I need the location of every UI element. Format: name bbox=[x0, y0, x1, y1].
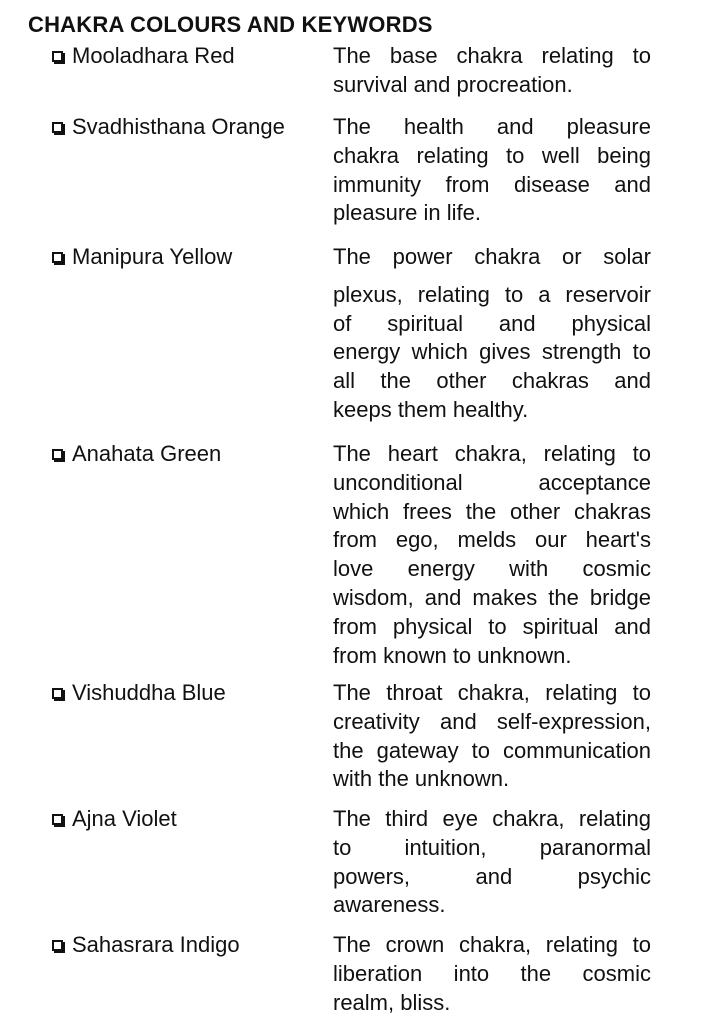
description-line: liberation into the cosmic bbox=[333, 960, 651, 986]
chakra-name bbox=[52, 113, 285, 141]
description-line: powers, and psychic bbox=[333, 863, 651, 889]
chakra-description bbox=[333, 679, 651, 794]
description-line: all the other chakras and bbox=[333, 368, 651, 394]
description-line: to intuition, paranormal bbox=[333, 834, 651, 860]
description-line: energy which gives strength to bbox=[333, 339, 651, 365]
chakra-name-label: Svadhisthana Orange bbox=[72, 114, 285, 139]
description-line: with the unknown. bbox=[333, 766, 510, 792]
chakra-name-label: Sahasrara Indigo bbox=[72, 932, 240, 957]
chakra-description bbox=[333, 243, 651, 425]
description-line: from physical to spiritual and bbox=[333, 613, 651, 639]
description-line: creativity and self-expression, bbox=[333, 708, 651, 734]
chakra-name bbox=[52, 931, 240, 959]
description-line: immunity from disease and bbox=[333, 171, 651, 197]
checkbox-bullet-icon bbox=[52, 688, 63, 699]
description-line: chakra relating to well being bbox=[333, 142, 651, 168]
description-line: from known to unknown. bbox=[333, 642, 572, 668]
description-line: pleasure in life. bbox=[333, 200, 481, 226]
checkbox-bullet-icon bbox=[52, 814, 63, 825]
description-line: realm, bliss. bbox=[333, 989, 451, 1015]
chakra-name-label: Mooladhara Red bbox=[72, 43, 235, 68]
description-line: love energy with cosmic bbox=[333, 556, 651, 582]
checkbox-bullet-icon bbox=[52, 449, 63, 460]
chakra-description bbox=[333, 440, 651, 670]
description-line: The health and pleasure bbox=[333, 114, 651, 139]
chakra-description bbox=[333, 931, 651, 1017]
description-line: of spiritual and physical bbox=[333, 310, 651, 336]
chakra-name-label: Ajna Violet bbox=[72, 806, 177, 831]
description-line: awareness. bbox=[333, 892, 446, 918]
description-line: survival and procreation. bbox=[333, 71, 573, 97]
chakra-name-label: Manipura Yellow bbox=[72, 244, 233, 269]
description-line: from ego, melds our heart's bbox=[333, 527, 651, 553]
checkbox-bullet-icon bbox=[52, 51, 63, 62]
description-line: unconditional acceptance bbox=[333, 469, 651, 495]
checkbox-bullet-icon bbox=[52, 122, 63, 133]
chakra-description bbox=[333, 113, 651, 228]
description-line: The throat chakra, relating to bbox=[333, 680, 651, 705]
description-line: plexus, relating to a reservoir bbox=[333, 281, 651, 307]
chakra-name bbox=[52, 805, 177, 833]
chakra-name bbox=[52, 440, 221, 468]
chakra-name-label: Anahata Green bbox=[72, 441, 222, 466]
checkbox-bullet-icon bbox=[52, 940, 63, 951]
page-title: CHAKRA COLOURS AND KEYWORDS bbox=[28, 12, 433, 37]
chakra-name bbox=[52, 679, 226, 707]
chakra-name bbox=[52, 243, 232, 271]
description-line: keeps them healthy. bbox=[333, 396, 529, 422]
chakra-name bbox=[52, 42, 235, 70]
chakra-description bbox=[333, 42, 651, 100]
checkbox-bullet-icon bbox=[52, 252, 63, 263]
description-line: The third eye chakra, relating bbox=[333, 806, 651, 831]
description-line: The heart chakra, relating to bbox=[333, 441, 651, 466]
description-line: The crown chakra, relating to bbox=[333, 932, 651, 957]
chakra-description bbox=[333, 805, 651, 920]
description-line: which frees the other chakras bbox=[333, 498, 651, 524]
description-line: wisdom, and makes the bridge bbox=[333, 584, 651, 610]
chakra-name-label: Vishuddha Blue bbox=[72, 680, 226, 705]
description-line: the gateway to communication bbox=[333, 737, 651, 763]
description-line: The power chakra or solar bbox=[333, 244, 651, 269]
description-line: The base chakra relating to bbox=[333, 43, 651, 68]
